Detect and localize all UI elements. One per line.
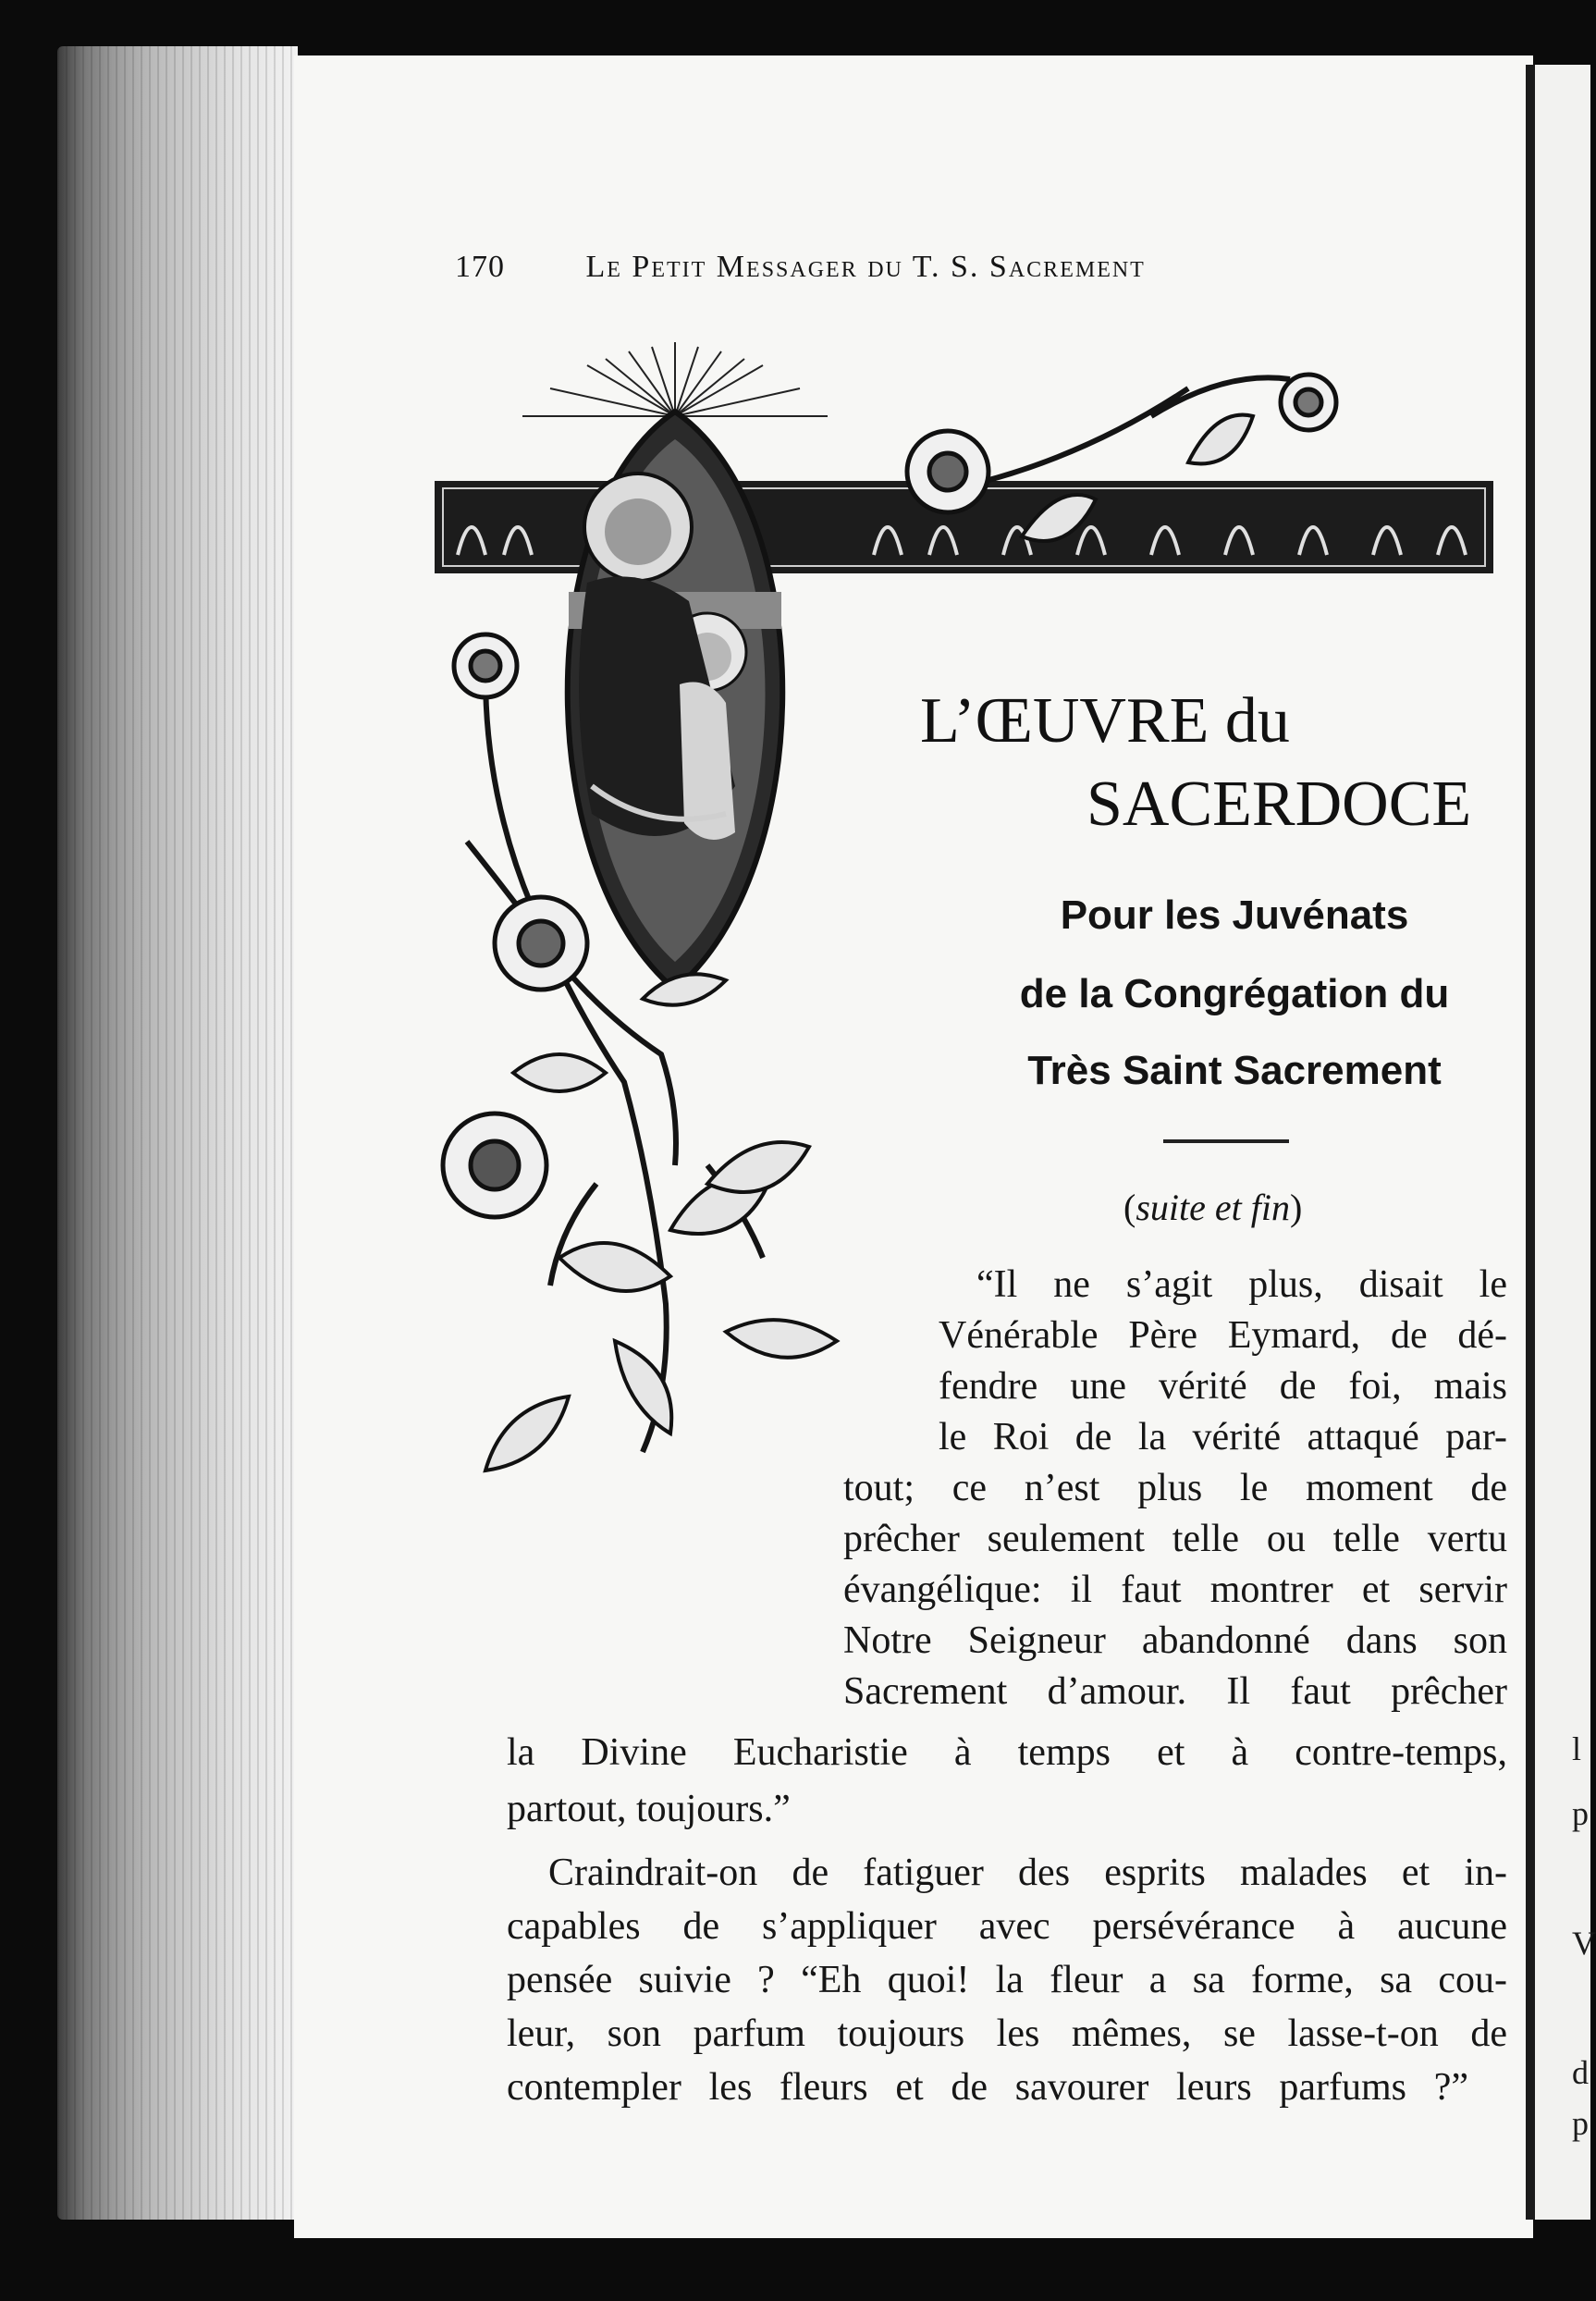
next-page-strip	[1535, 65, 1596, 2220]
body-line: le Roi de la vérité attaqué par-	[939, 1416, 1507, 1458]
subtitle-line-2: de la Congrégation du	[1019, 971, 1450, 1016]
body-line: Vénérable Père Eymard, de dé-	[939, 1314, 1507, 1357]
body-line: Sacrement d’amour. Il faut prêcher	[843, 1670, 1507, 1713]
title-divider	[1163, 1139, 1289, 1143]
body-line: prêcher seulement telle ou telle vertu	[843, 1518, 1507, 1560]
page-header	[455, 250, 1380, 285]
book-page-edges	[57, 46, 298, 2220]
body-line: contempler les fleurs et de savourer leurs parfums ?”	[507, 2066, 1468, 2109]
page-number: 170	[455, 250, 505, 284]
subtitle-line-1: Pour les Juvénats	[1060, 892, 1409, 938]
body-line: évangélique: il faut montrer et servir	[843, 1569, 1507, 1611]
body-line: Notre Seigneur abandonné dans son	[843, 1619, 1507, 1662]
body-line: pensée suivie ? “Eh quoi! la fleur a sa forme, sa cou-	[507, 1959, 1507, 2001]
next-page-fragment: d	[1572, 2054, 1589, 2091]
subtitle-line-3: Très Saint Sacrement	[1027, 1048, 1442, 1093]
body-line: partout, toujours.”	[507, 1788, 791, 1830]
article-title-line-2: SACERDOCE	[1087, 769, 1472, 840]
body-line: Craindrait-on de fatiguer des esprits malades et in-	[548, 1852, 1507, 1894]
next-page-fragment: p	[1572, 1795, 1589, 1832]
continuation-note: (suite et fin)	[1123, 1187, 1303, 1228]
next-page-fragment: V	[1572, 1925, 1596, 1962]
sunburst-rays	[522, 342, 828, 416]
body-line: “Il ne s’agit plus, disait le	[976, 1263, 1507, 1306]
body-line: fendre une vérité de foi, mais	[939, 1365, 1507, 1408]
next-page-fragment: l	[1572, 1730, 1582, 1767]
body-line: capables de s’appliquer avec persévérance à aucune	[507, 1905, 1507, 1948]
body-line: tout; ce n’est plus le moment de	[843, 1467, 1507, 1509]
body-line: la Divine Eucharistie à temps et à contre-temps,	[507, 1731, 1507, 1774]
next-page-fragment: p	[1572, 2105, 1589, 2142]
body-line: leur, son parfum toujours les mêmes, se lasse-t-on de	[507, 2012, 1507, 2055]
article-title-line-1: L’ŒUVRE du	[920, 685, 1290, 757]
running-head: Le Petit Messager du T. S. Sacrement	[585, 250, 1146, 284]
